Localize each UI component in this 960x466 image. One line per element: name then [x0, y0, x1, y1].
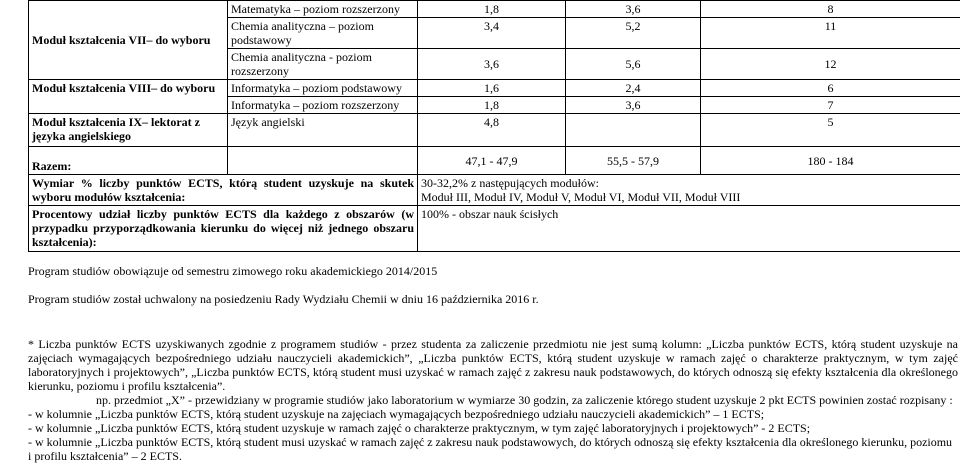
course-name: Informatyka – poziom podstawowy — [228, 80, 418, 97]
wymiar-label: Wymiar % liczby punktów ECTS, którą student uzyskuje na skutek wyboru modułów kształcenia: — [29, 175, 418, 206]
ects-value: 4,8 — [418, 114, 566, 147]
module-label: Moduł kształcenia VII– do wyboru — [29, 1, 228, 80]
table-row — [29, 147, 960, 175]
ects-value: 3,4 — [418, 18, 566, 49]
ects-value: 2,4 — [566, 80, 701, 97]
ects-value: 1,6 — [418, 80, 566, 97]
razem-value: 55,5 - 57,9 — [566, 147, 701, 175]
razem-value: 47,1 - 47,9 — [418, 147, 566, 175]
ects-value: 1,8 — [418, 97, 566, 114]
wymiar-value — [418, 175, 960, 206]
list-item: - w kolumnie „Liczba punktów ECTS, którą student musi uzyskać w ramach zajęć z zakresu nauk podstawowych, do których odnoszą się efekty kształcenia dla określonego kierunku, poziomu i profilu kształcenia” – 2 ECTS. — [28, 435, 953, 463]
procent-label: Procentowy udział liczby punktów ECTS dla każdego z obszarów (w przypadku przyporządkowania kierunku do więcej niż jednego obszaru kształcenia): — [29, 206, 418, 252]
module-label: Moduł kształcenia IX– lektorat z języka angielskiego — [29, 114, 228, 147]
course-name: Matematyka – poziom rozszerzony — [228, 1, 418, 18]
ects-value — [566, 114, 701, 147]
ects-value: 7 — [701, 97, 960, 114]
table-row — [29, 114, 960, 147]
program-table — [28, 0, 960, 252]
ects-value: 11 — [701, 18, 960, 49]
wymiar-line: 30-32,2% z następujących modułów: — [421, 176, 599, 190]
footnote: * Liczba punktów ECTS uzyskiwanych zgodnie z programem studiów - przez studenta za zaliczenie przedmiotu nie jest sumą kolumn: „Liczba punktów ECTS, którą student uzyskuje na zajęciach wymagających bezpośredniego udziału nauczycieli akademickich”, „Liczba punktów ECTS, którą student uzyskuje w ramach zajęć o charakterze praktycznym, w tym zajęć laboratoryjnych i projektowych”, „Liczba punktów ECTS, którą student musi uzyskać w ramach zajęć z zakresu nauk podstawowych, do których odnoszą się efekty kształcenia dla określonego kierunku, poziomu i profilu kształcenia”. np. przedmiot „X” - przewidziany w programie studiów jako laboratorium w wymiarze 30 godzin, za zaliczenie którego student uzyskuje 2 pkt ECTS powinien zostać rozpisany : - w kolumnie „Liczba punktów ECTS, którą student uzyskuje na zajęciach wymagających bezpośredniego udziału nauczycieli akademickich” – 1 ECTS; - w kolumnie „Liczba punktów ECTS, którą student uzyskuje w ramach zajęć o charakterze praktycznym, w tym zajęć laboratoryjnych i projektowych” - 2 ECTS; - w kolumnie „Liczba punktów ECTS, którą student musi uzyskać w ramach zajęć z zakresu nauk podstawowych, do których odnoszą się efekty kształcenia dla określonego kierunku, poziomu i profilu kształcenia” – 2 ECTS. — [28, 337, 958, 463]
ects-value: 8 — [701, 1, 960, 18]
course-name: Język angielski — [228, 114, 418, 147]
ects-value: 5,2 — [566, 18, 701, 49]
list-item: - w kolumnie „Liczba punktów ECTS, którą student uzyskuje na zajęciach wymagających bezpośredniego udziału nauczycieli akademickich” – 1 ECTS; — [28, 407, 765, 421]
razem-label: Razem: — [29, 147, 228, 175]
razem-value: 180 - 184 — [701, 147, 960, 175]
ects-value: 1,8 — [418, 1, 566, 18]
ects-value: 3,6 — [566, 97, 701, 114]
table-row — [29, 206, 960, 252]
course-name: Chemia analityczna – poziom podstawowy — [228, 18, 418, 49]
example-intro: np. przedmiot „X” - przewidziany w programie studiów jako laboratorium w wymiarze 30 godzin, za zaliczenie którego student uzyskuje 2 pkt ECTS powinien zostać rozpisany : — [96, 393, 953, 407]
validity-note: Program studiów obowiązuje od semestru zimowego roku akademickiego 2014/2015 — [28, 264, 438, 278]
ects-value: 3,6 — [418, 49, 566, 80]
table-row — [29, 1, 960, 18]
course-name: Chemia analityczna - poziom rozszerzony — [228, 49, 418, 80]
course-name: Informatyka – poziom rozszerzony — [228, 97, 418, 114]
list-item: - w kolumnie „Liczba punktów ECTS, którą student uzyskuje w ramach zajęć o charakterze praktycznym, w tym zajęć laboratoryjnych i projektowych” - 2 ECTS; — [28, 421, 811, 435]
wymiar-line: Moduł III, Moduł IV, Moduł V, Moduł VI, Moduł VII, Moduł VIII — [421, 190, 741, 204]
ects-value: 6 — [701, 80, 960, 97]
approval-note: Program studiów został uchwalony na posiedzeniu Rady Wydziału Chemii w dniu 16 października 2016 r. — [28, 292, 539, 306]
ects-value: 5 — [701, 114, 960, 147]
procent-value: 100% - obszar nauk ścisłych — [418, 206, 960, 252]
ects-value: 12 — [701, 49, 960, 80]
module-label: Moduł kształcenia VIII– do wyboru — [29, 80, 228, 114]
ects-value: 5,6 — [566, 49, 701, 80]
ects-value: 3,6 — [566, 1, 701, 18]
table-row — [29, 80, 960, 97]
table-row — [29, 175, 960, 206]
